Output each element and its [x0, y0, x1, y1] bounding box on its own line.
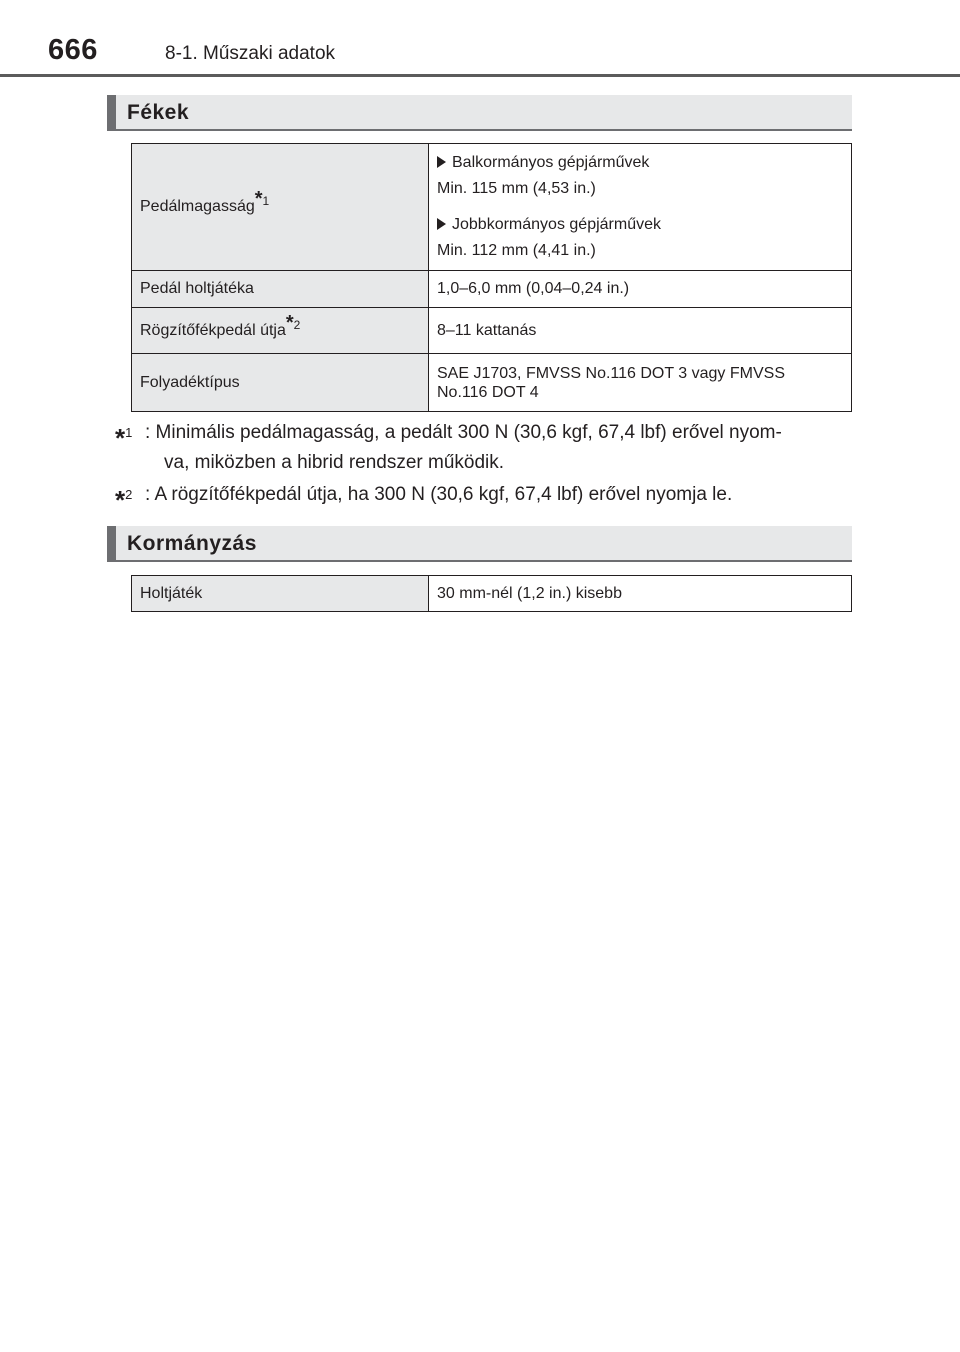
table-row [132, 576, 852, 612]
footnote-number: 1 [125, 425, 133, 440]
variant-heading [437, 214, 843, 236]
footnote-number: 2 [125, 487, 133, 502]
footnote-1 [115, 418, 855, 478]
spec-value: 8–11 kattanás [429, 308, 852, 354]
variant-heading [437, 152, 843, 174]
spec-value [429, 354, 852, 412]
footnote-star-icon: * [115, 485, 126, 515]
section-heading-steering [107, 526, 852, 562]
table-row [132, 144, 852, 271]
footnote-star-icon: * [254, 188, 263, 210]
triangle-bullet-icon [437, 156, 446, 168]
spec-label-text: Rögzítőfékpedál útja [140, 321, 286, 339]
header-rule [0, 74, 960, 77]
spec-label [132, 144, 429, 271]
page-header [0, 0, 960, 80]
spec-label: Pedál holtjátéka [132, 271, 429, 308]
variant-value: Min. 115 mm (4,53 in.) [437, 180, 596, 197]
variant-heading-text: Jobbkormányos gépjárművek [452, 216, 661, 233]
section-title: Kormányzás [127, 532, 257, 555]
table-row [132, 308, 852, 354]
table-row [132, 354, 852, 412]
footnote-text-line: : A rögzítőfékpedál útja, ha 300 N (30,6 kgf, 67,4 lbf) erővel nyomja le. [145, 484, 733, 505]
steering-spec-table [131, 575, 852, 612]
spec-value-line: SAE J1703, FMVSS No.116 DOT 3 vagy FMVSS [437, 364, 785, 382]
variant-value: Min. 112 mm (4,41 in.) [437, 242, 596, 259]
footnote-mark [115, 418, 132, 455]
chapter-title: 8-1. Műszaki adatok [165, 43, 336, 64]
brakes-spec-table [131, 143, 852, 412]
spec-label-text: Pedálmagasság [140, 198, 255, 215]
section-heading-brakes [107, 95, 852, 131]
spec-label [132, 308, 429, 354]
section-accent-bar [107, 526, 116, 560]
footnote-2 [115, 480, 855, 515]
footnote-text-line: : Minimális pedálmagasság, a pedált 300 N (30,6 kgf, 67,4 lbf) erővel nyom- [145, 422, 782, 443]
footnote-ref: 1 [262, 194, 270, 208]
variant-heading-text: Balkormányos gépjárművek [452, 154, 650, 171]
spec-value [429, 144, 852, 271]
spec-value: 1,0–6,0 mm (0,04–0,24 in.) [429, 271, 852, 308]
spec-value-line: No.116 DOT 4 [437, 383, 539, 401]
footnote-ref: 2 [293, 317, 301, 332]
page-number: 666 [48, 34, 98, 66]
spec-label: Holtjáték [132, 576, 429, 612]
table-row [132, 271, 852, 308]
footnote-star-icon: * [285, 311, 294, 334]
footnote-mark [115, 480, 132, 517]
footnote-text-line: va, miközben a hibrid rendszer működik. [164, 452, 505, 473]
section-accent-bar [107, 95, 116, 129]
footnote-star-icon: * [115, 423, 126, 453]
spec-label: Folyadéktípus [132, 354, 429, 412]
spec-value: 30 mm-nél (1,2 in.) kisebb [429, 576, 852, 612]
section-title: Fékek [127, 101, 190, 124]
triangle-bullet-icon [437, 218, 446, 230]
